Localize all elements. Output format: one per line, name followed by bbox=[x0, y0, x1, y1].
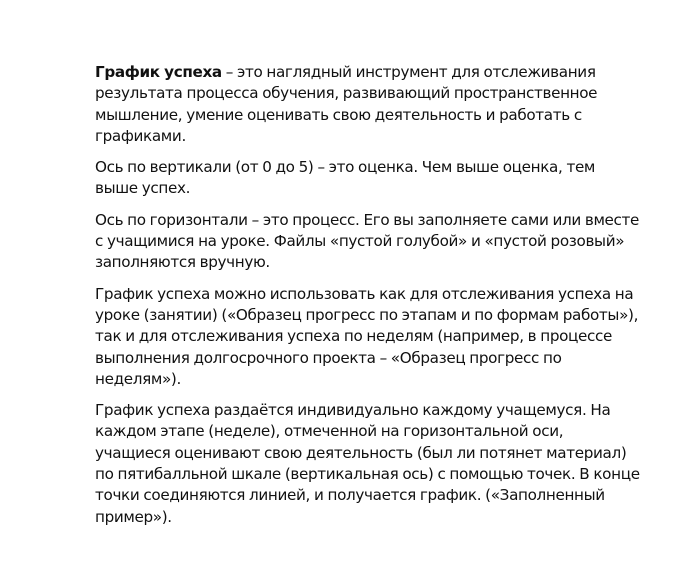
horizontal-axis-paragraph: Ось по горизонтали – это процесс. Его вы заполняете сами или вместе с учащимися на уроке. Файлы «пустой голубой» и «пустой розовый» заполняются вручную. bbox=[95, 210, 640, 272]
usage-paragraph: График успеха можно использовать как для отслеживания успеха на уроке (занятии) («Образец прогресс по этапам и по формам работы»), так и для отслеживания успеха по неделям (например, в процессе выполнения долгосрочного проекта – «Образец прогресс по неделям»). bbox=[95, 284, 639, 388]
term-heading: График успеха bbox=[95, 63, 222, 81]
intro-text: – это наглядный инструмент для отслеживания результата процесса обучения, развивающий пространственное мышление, умение оценивать свою деятельность и работать с графиками. bbox=[95, 63, 598, 145]
intro-paragraph bbox=[95, 62, 640, 147]
distribution-paragraph: График успеха раздаётся индивидуально каждому учащемуся. На каждом этапе (неделе), отмеченной на горизонтальной оси, учащиеся оценивают свою деятельность (был ли потянет материал) по пятибалльной шкале (вертикальная ось) с помощью точек. В конце точки соединяются линией, и получается график. («Заполненный пример»). bbox=[95, 401, 640, 526]
document-body bbox=[95, 62, 640, 538]
vertical-axis-paragraph: Ось по вертикали (от 0 до 5) – это оценка. Чем выше оценка, тем выше успех. bbox=[95, 158, 596, 198]
